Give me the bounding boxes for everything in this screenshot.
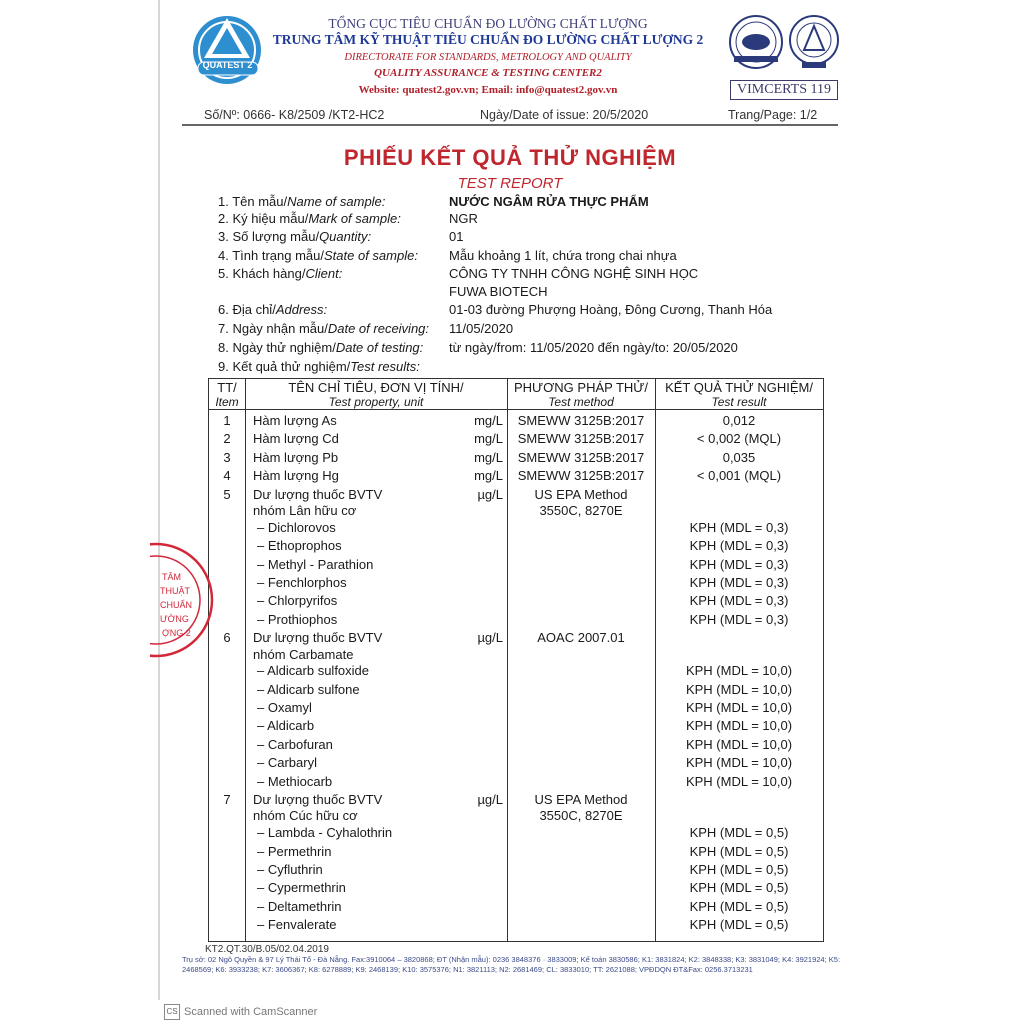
row-number: 7	[223, 792, 231, 808]
row-unit: mg/L	[474, 468, 503, 484]
info-label-en: Address:	[275, 302, 328, 317]
header-divider	[182, 124, 838, 126]
scanner-label: Scanned with CamScanner	[184, 1005, 318, 1018]
row-property: Dư lượng thuốc BVTV	[253, 630, 383, 646]
row-result: KPH (MDL = 10,0)	[685, 718, 793, 734]
report-subtitle: TEST REPORT	[457, 175, 563, 192]
page-number: Trang/Page: 1/2	[728, 108, 818, 122]
form-code: KT2.QT.30/B.05/02.04.2019	[205, 944, 329, 955]
info-label	[218, 340, 423, 355]
row-property: – Methyl - Parathion	[257, 556, 374, 572]
row-method: US EPA Method	[534, 792, 628, 808]
info-value-line2: FUWA BIOTECH	[449, 284, 548, 299]
row-property: – Aldicarb sulfone	[257, 681, 360, 697]
info-value: Mẫu khoảng 1 lít, chứa trong chai nhựa	[449, 248, 677, 263]
info-label	[218, 229, 371, 244]
row-method: SMEWW 3125B:2017	[517, 431, 645, 447]
row-unit: mg/L	[474, 431, 503, 447]
results-table	[208, 378, 824, 942]
row-method-line2: 3550C, 8270E	[539, 503, 623, 518]
row-number: 5	[223, 486, 231, 502]
info-label-en: Test results:	[350, 359, 420, 374]
row-property: Hàm lượng Hg	[253, 468, 339, 484]
row-number: 2	[223, 431, 231, 447]
row-result: KPH (MDL = 0,3)	[689, 611, 789, 627]
row-number: 1	[223, 413, 231, 428]
info-label	[218, 248, 418, 263]
row-method: SMEWW 3125B:2017	[517, 413, 645, 428]
header-property-label: TÊN CHỈ TIÊU, ĐƠN VỊ TÍNH/	[288, 380, 464, 395]
row-property: – Permethrin	[257, 843, 332, 859]
row-property: – Carbofuran	[257, 736, 333, 752]
row-property: Hàm lượng As	[253, 413, 337, 428]
info-value: 11/05/2020	[449, 321, 514, 336]
row-property: – Cyfluthrin	[257, 861, 323, 877]
row-property: – Ethoprophos	[257, 538, 342, 554]
info-value: NGR	[449, 211, 478, 226]
header-result-label-en: Test result	[711, 395, 767, 409]
info-label-vn: 6. Địa chỉ/	[218, 302, 276, 317]
row-result: KPH (MDL = 10,0)	[685, 663, 793, 679]
camscanner-icon: CS	[164, 1004, 180, 1020]
row-unit: mg/L	[474, 413, 503, 428]
row-result: KPH (MDL = 10,0)	[685, 755, 793, 771]
row-property: – Carbaryl	[257, 755, 317, 771]
logo-label: QUATEST 2	[202, 60, 253, 70]
header-result	[655, 380, 823, 410]
svg-text:CHUẨN: CHUẨN	[160, 600, 193, 610]
info-value: 01	[449, 229, 464, 244]
svg-text:ƯỜNG: ƯỜNG	[160, 614, 189, 624]
row-result: < 0,002 (MQL)	[696, 431, 782, 447]
row-result: KPH (MDL = 10,0)	[685, 736, 793, 752]
info-label	[218, 266, 342, 281]
row-property: – Fenchlorphos	[257, 574, 347, 590]
info-label-vn: 9. Kết quả thử nghiệm/	[218, 359, 351, 374]
quatest-logo	[190, 10, 265, 88]
row-unit: µg/L	[477, 486, 503, 502]
header-property	[245, 380, 507, 410]
info-label	[218, 359, 420, 374]
row-result: KPH (MDL = 0,3)	[689, 519, 789, 535]
row-number: 6	[223, 630, 231, 646]
header-result-label: KẾT QUẢ THỬ NGHIỆM/	[665, 380, 813, 395]
org-line-2: TRUNG TÂM KỸ THUẬT TIÊU CHUẨN ĐO LƯỜNG CHẤT LƯỢNG 2	[272, 32, 704, 47]
red-stamp	[150, 540, 214, 660]
info-value: 01-03 đường Phượng Hoàng, Đông Cương, Thanh Hóa	[449, 302, 773, 317]
org-line-4: QUALITY ASSURANCE & TESTING CENTER2	[374, 67, 602, 79]
row-property: – Prothiophos	[257, 611, 338, 627]
org-contact-line: Website: quatest2.gov.vn; Email: info@quatest2.gov.vn	[358, 84, 618, 96]
row-property: Hàm lượng Cd	[253, 431, 339, 447]
header-item-label-en: Item	[215, 395, 239, 409]
row-property-line2: nhóm Carbamate	[253, 646, 354, 662]
info-label-en: Name of sample:	[287, 194, 386, 209]
row-method: AOAC 2007.01	[537, 630, 625, 646]
row-unit: µg/L	[477, 630, 503, 646]
accreditation-seal	[788, 14, 840, 70]
row-method: SMEWW 3125B:2017	[517, 468, 645, 484]
info-label	[218, 194, 385, 209]
ilac-mra-seal	[728, 14, 784, 70]
row-property: – Aldicarb	[257, 718, 315, 734]
row-property: – Chlorpyrifos	[257, 593, 338, 609]
row-method: US EPA Method	[534, 486, 628, 502]
row-number: 3	[223, 449, 231, 465]
row-result: 0,012	[722, 413, 756, 428]
info-label	[218, 211, 401, 226]
row-property: – Dichlorovos	[257, 519, 336, 535]
row-unit: µg/L	[477, 792, 503, 808]
row-property: – Fenvalerate	[257, 917, 337, 933]
row-result: 0,035	[722, 449, 756, 465]
info-label-en: Date of receiving:	[327, 321, 430, 336]
row-property-line2: nhóm Lân hữu cơ	[253, 503, 357, 518]
row-result: KPH (MDL = 10,0)	[685, 681, 793, 697]
row-unit: mg/L	[474, 449, 503, 465]
row-number: 4	[223, 468, 231, 484]
row-result: KPH (MDL = 0,5)	[689, 880, 789, 896]
info-value: CÔNG TY TNHH CÔNG NGHỆ SINH HỌC	[449, 266, 699, 281]
svg-text:TÂM: TÂM	[162, 572, 181, 582]
header-method	[507, 380, 655, 410]
row-result: KPH (MDL = 0,3)	[689, 538, 789, 554]
row-result: < 0,001 (MQL)	[696, 468, 782, 484]
info-label-vn: 5. Khách hàng/	[218, 266, 306, 281]
row-result: KPH (MDL = 0,5)	[689, 843, 789, 859]
footer-addresses: Trụ sở: 02 Ngô Quyền & 97 Lý Thái Tổ - Đà Nẵng. Fax:3910064 – 3820868; ĐT (Nhận mẫu): 0236 3848376 · 3833009; Kế toán 3830586; K1: 3831824; K2: 3848338; K3: 3831049; K4: 3921924; K5: 2468569; K6: 3933238; K7: 3606367; K8: 6278889; K9: 2468139; K10: 3575376; N1: 3821113; N2: 2681469; CL: 3833010; TT: 2621088; VPĐDQN ĐT&Fax: 0256.3713231	[182, 955, 841, 974]
row-result: KPH (MDL = 0,3)	[689, 556, 789, 572]
column-divider	[245, 379, 246, 941]
info-label-vn: 2. Ký hiệu mẫu/	[218, 211, 309, 226]
report-title: PHIẾU KẾT QUẢ THỬ NGHIỆM	[343, 145, 677, 170]
vimcerts-badge: VIMCERTS 119	[730, 80, 838, 100]
row-method: SMEWW 3125B:2017	[517, 449, 645, 465]
row-property: – Cypermethrin	[257, 880, 346, 896]
row-result: KPH (MDL = 0,5)	[689, 898, 789, 914]
row-result: KPH (MDL = 0,5)	[689, 861, 789, 877]
org-line-1: TỔNG CỤC TIÊU CHUẨN ĐO LƯỜNG CHẤT LƯỢNG	[328, 16, 648, 31]
row-property: – Aldicarb sulfoxide	[257, 663, 370, 679]
header-method-label: PHƯƠNG PHÁP THỬ/	[513, 380, 648, 395]
info-label-vn: 1. Tên mẫu/	[218, 194, 288, 209]
info-label-vn: 4. Tình trạng mẫu/	[218, 248, 324, 263]
svg-text:THUẬT: THUẬT	[160, 586, 190, 596]
info-label-vn: 7. Ngày nhận mẫu/	[218, 321, 328, 336]
header-method-label-en: Test method	[548, 395, 614, 409]
header-property-label-en: Test property, unit	[328, 395, 424, 409]
row-method-line2: 3550C, 8270E	[539, 808, 623, 824]
info-label-en: State of sample:	[324, 248, 418, 263]
row-result: KPH (MDL = 0,5)	[689, 825, 789, 841]
info-label-en: Quantity:	[319, 229, 372, 244]
info-value: NƯỚC NGÂM RỬA THỰC PHẨM	[449, 194, 649, 209]
header-item-label: TT/	[217, 380, 237, 395]
info-label-en: Mark of sample:	[308, 211, 401, 226]
row-property: – Deltamethrin	[257, 898, 342, 914]
info-label-vn: 8. Ngày thử nghiệm/	[218, 340, 336, 355]
row-result: KPH (MDL = 10,0)	[685, 700, 793, 716]
issue-date: Ngày/Date of issue: 20/5/2020	[480, 108, 649, 122]
row-property: – Oxamyl	[257, 700, 312, 716]
row-property: – Methiocarb	[257, 773, 333, 789]
header-item	[209, 380, 245, 410]
org-line-3: DIRECTORATE FOR STANDARDS, METROLOGY AND QUALITY	[344, 52, 632, 63]
svg-text:ỢNG 2: ỢNG 2	[162, 628, 191, 638]
info-label-vn: 3. Số lượng mẫu/	[218, 229, 320, 244]
info-label	[218, 302, 327, 317]
row-property: Hàm lượng Pb	[253, 449, 339, 465]
info-label-en: Client:	[305, 266, 343, 281]
report-number: Số/Nº: 0666- K8/2509 /KT2-HC2	[204, 108, 385, 122]
row-property-line2: nhóm Cúc hữu cơ	[253, 808, 358, 824]
row-result: KPH (MDL = 10,0)	[685, 773, 793, 789]
info-label	[218, 321, 429, 336]
info-value: từ ngày/from: 11/05/2020 đến ngày/to: 20/05/2020	[449, 340, 738, 355]
row-property: Dư lượng thuốc BVTV	[253, 792, 383, 808]
row-result: KPH (MDL = 0,3)	[689, 593, 789, 609]
row-result: KPH (MDL = 0,3)	[689, 574, 789, 590]
info-label-en: Date of testing:	[335, 340, 424, 355]
scanner-watermark	[164, 1004, 317, 1020]
row-result: KPH (MDL = 0,5)	[689, 917, 789, 933]
row-property: Dư lượng thuốc BVTV	[253, 486, 383, 502]
row-property: – Lambda - Cyhalothrin	[257, 825, 393, 841]
